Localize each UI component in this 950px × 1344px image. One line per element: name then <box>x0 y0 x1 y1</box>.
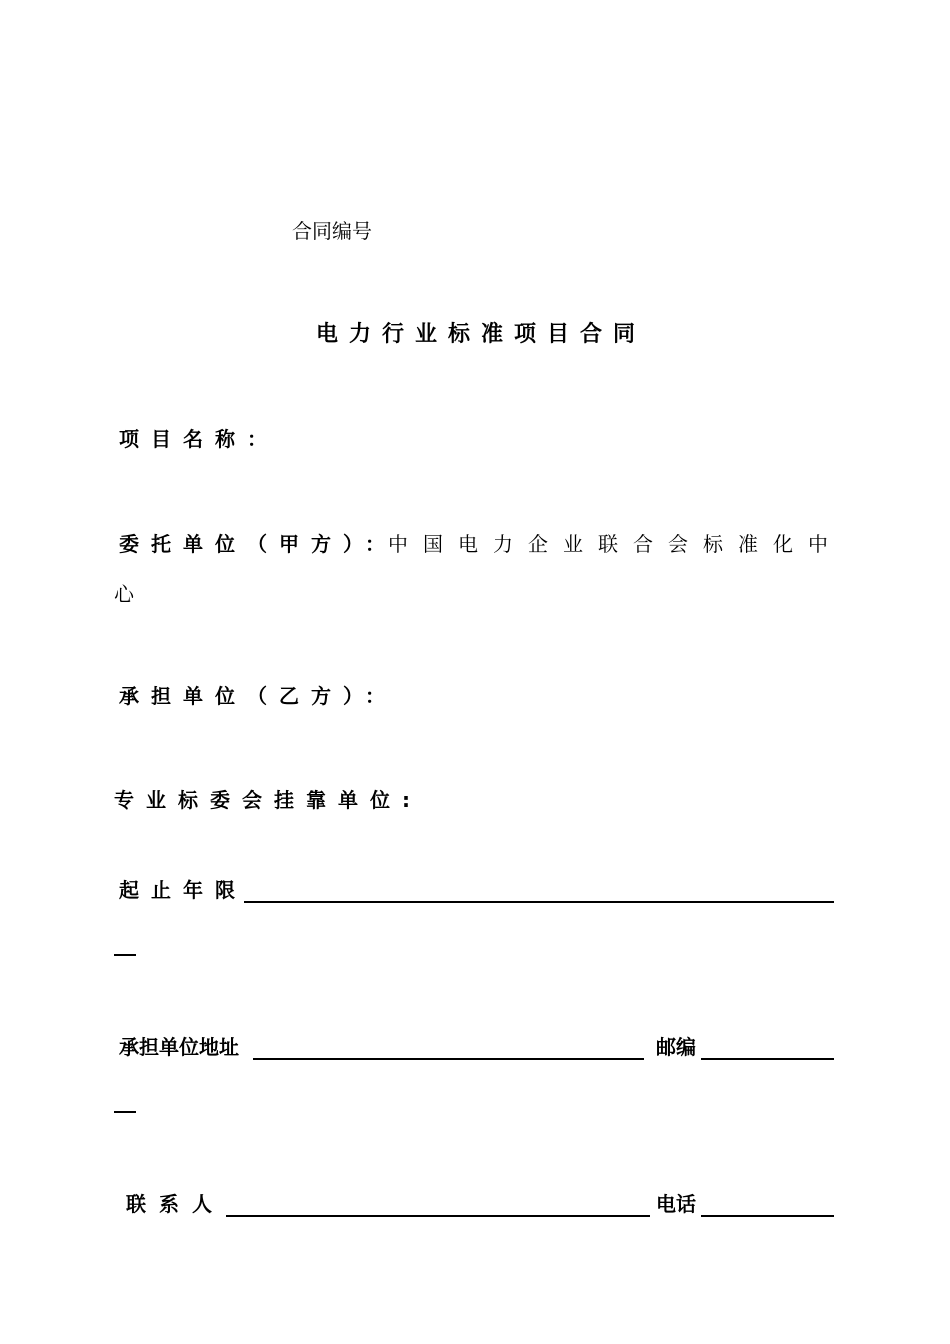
term-fill-line[interactable] <box>244 901 834 903</box>
zip-label: 邮编 <box>656 1035 696 1059</box>
term-fill-line-continued <box>114 954 136 956</box>
address-label: 承担单位地址 <box>119 1035 239 1059</box>
phone-fill-line[interactable] <box>701 1215 834 1217</box>
term-label: 起止年限 <box>119 878 247 902</box>
phone-label: 电话 <box>656 1192 696 1216</box>
contractor-label: 承担单位（乙方）： <box>119 684 397 708</box>
address-fill-line-continued <box>114 1111 136 1113</box>
contact-person-label: 联系人 <box>126 1192 225 1216</box>
committee-host-label: 专业标委会挂靠单位: <box>114 788 422 812</box>
zip-fill-line[interactable] <box>701 1058 834 1060</box>
client-value: 中国电力企业联合会标准化中 <box>388 532 843 556</box>
address-fill-line[interactable] <box>253 1058 644 1060</box>
project-name-label: 项目名称： <box>119 427 279 451</box>
document-title: 电力行业标准项目合同 <box>316 322 647 347</box>
client-label: 委托单位（甲方）： <box>119 532 397 556</box>
contact-person-fill-line[interactable] <box>226 1215 650 1217</box>
contract-number-label: 合同编号 <box>292 219 372 243</box>
client-value-continued: 心 <box>114 582 134 606</box>
